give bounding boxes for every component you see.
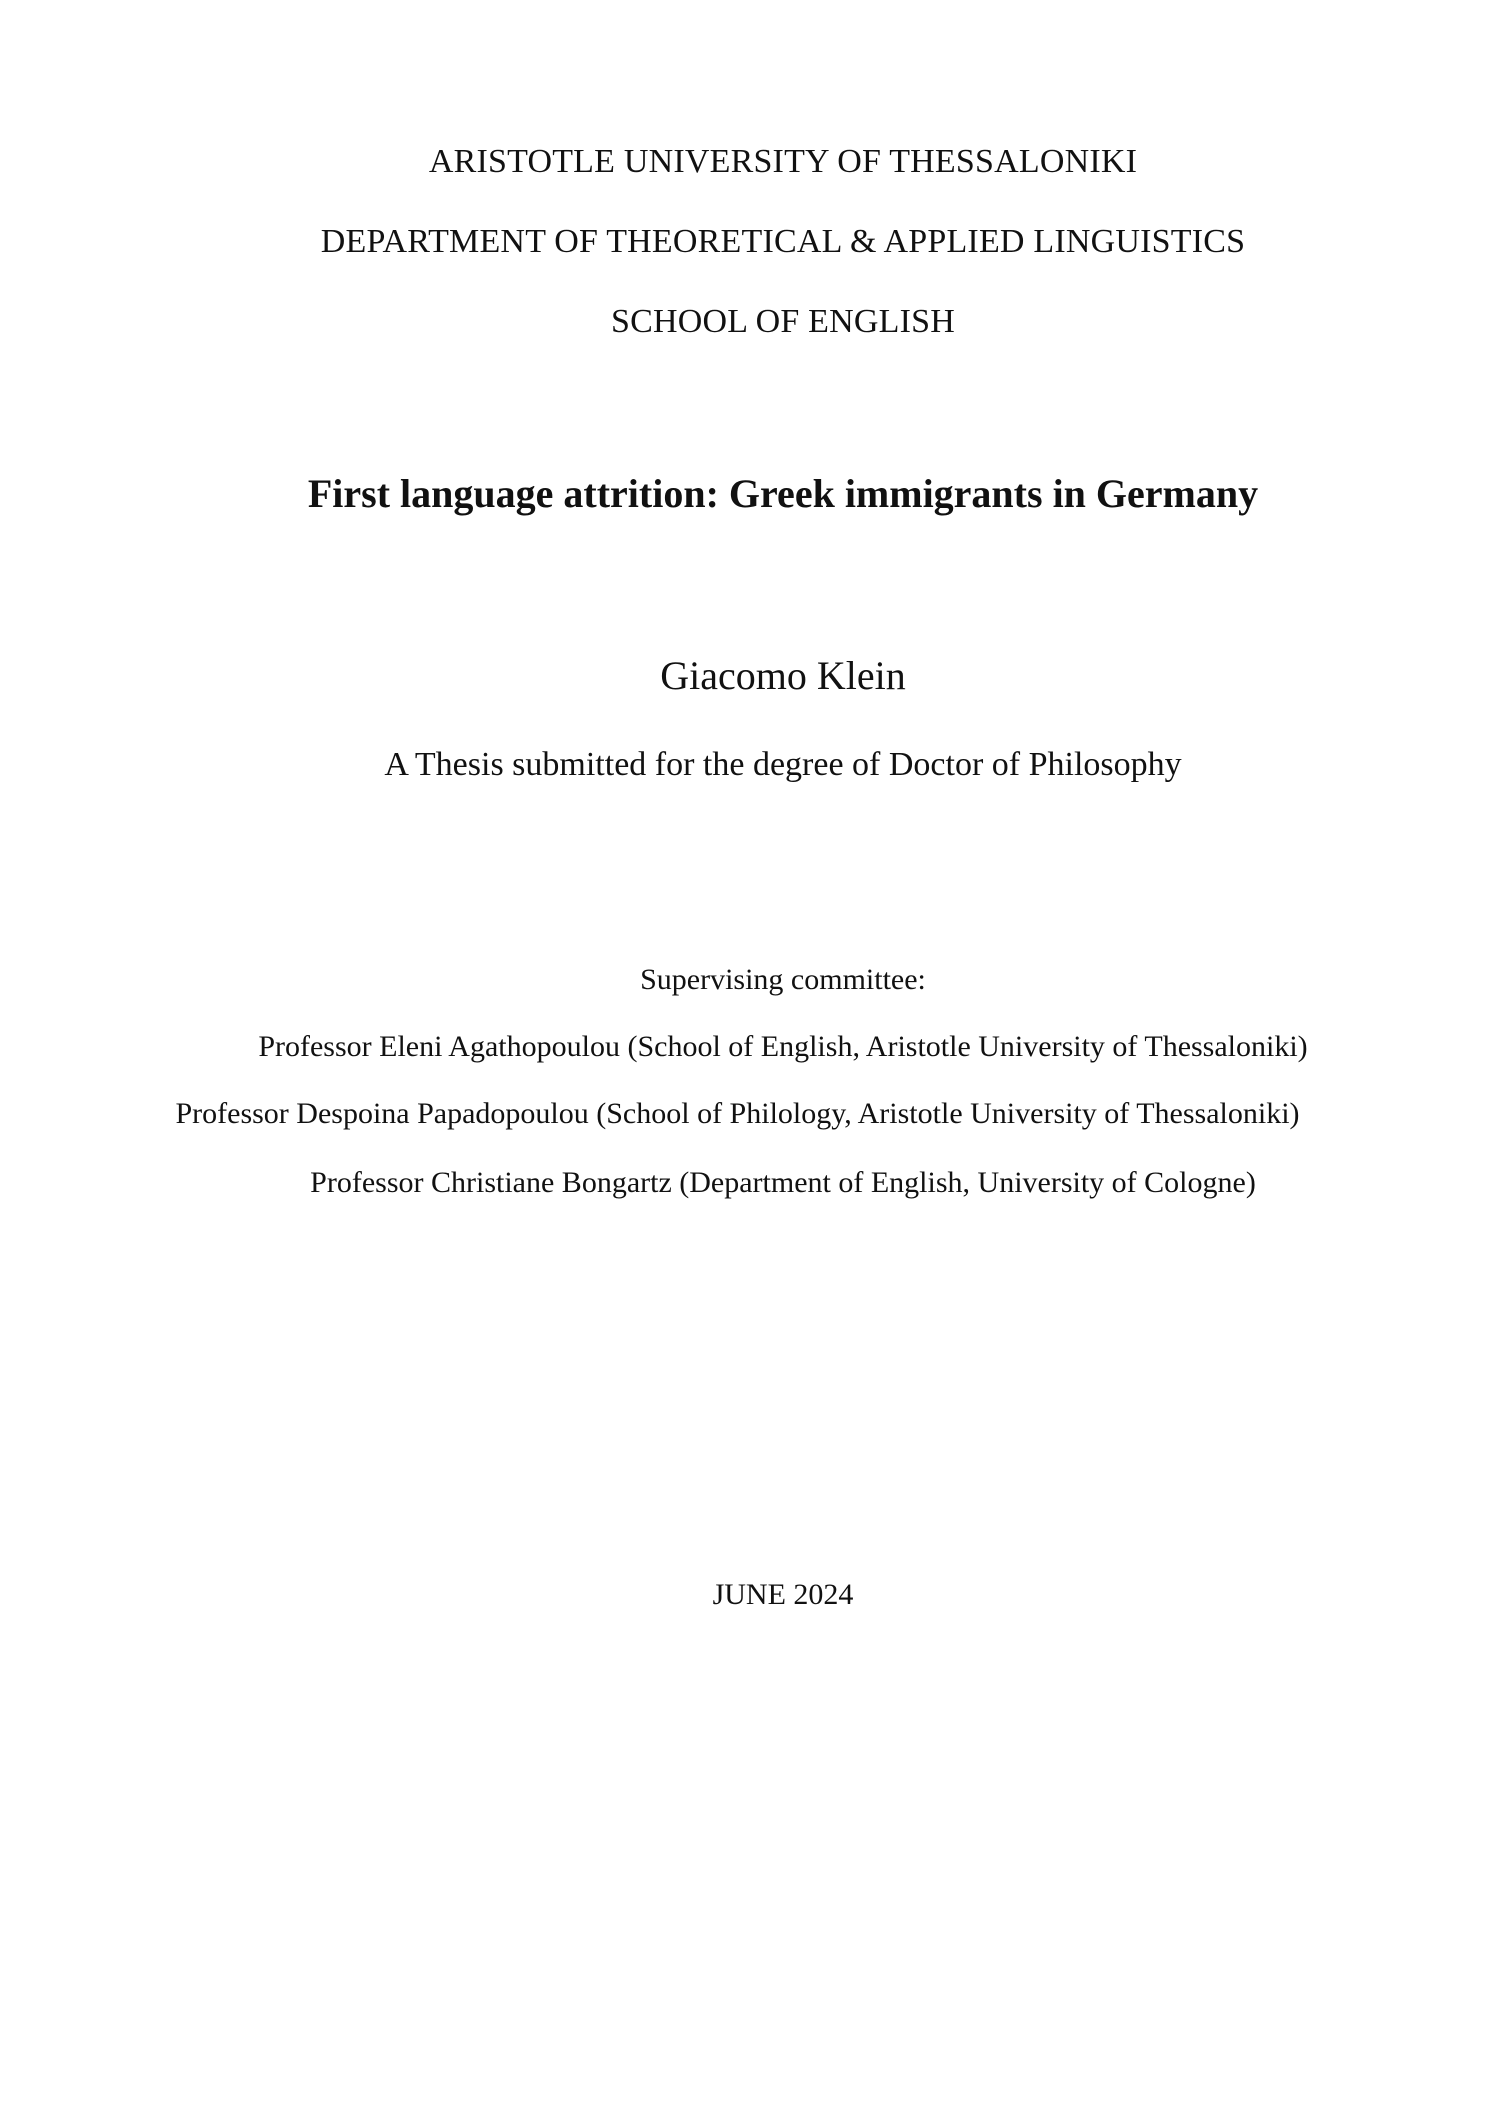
school-name: SCHOOL OF ENGLISH <box>610 303 956 340</box>
committee-member: Professor Despoina Papadopoulou (School of Philology, Aristotle University of Thessaloniki) <box>175 1097 1300 1130</box>
department-name: DEPARTMENT OF THEORETICAL & APPLIED LINGUISTICS <box>320 223 1246 260</box>
committee-member: Professor Christiane Bongartz (Department of English, University of Cologne) <box>310 1166 1256 1199</box>
thesis-title: First language attrition: Greek immigrants in Germany <box>307 471 1259 516</box>
committee-label: Supervising committee: <box>640 963 926 996</box>
author-name: Giacomo Klein <box>660 653 906 698</box>
submission-date: JUNE 2024 <box>712 1578 854 1611</box>
committee-member: Professor Eleni Agathopoulou (School of English, Aristotle University of Thessaloniki) <box>258 1030 1308 1063</box>
university-name: ARISTOTLE UNIVERSITY OF THESSALONIKI <box>428 143 1138 180</box>
degree-statement: A Thesis submitted for the degree of Doctor of Philosophy <box>384 746 1182 783</box>
